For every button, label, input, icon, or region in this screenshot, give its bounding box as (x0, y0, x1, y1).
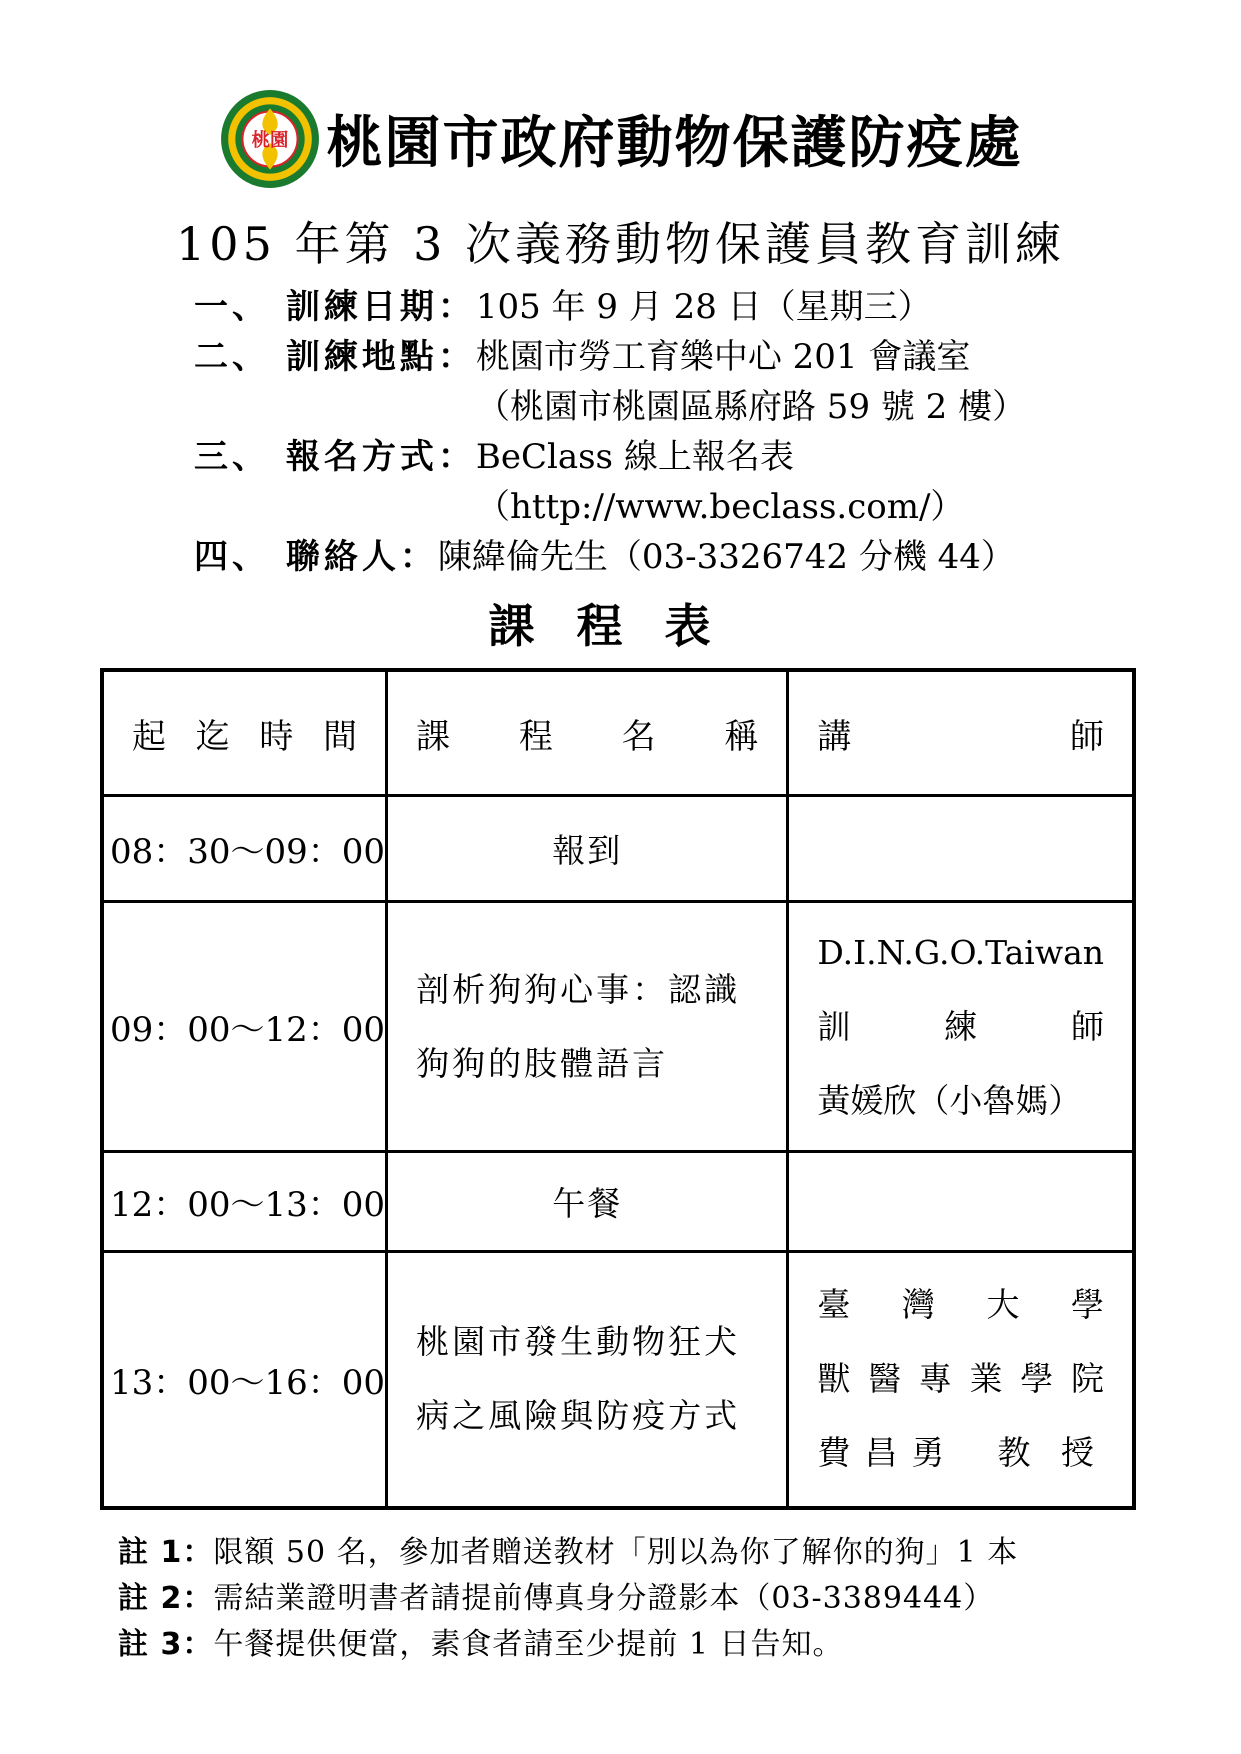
lecturer-name: 費昌勇 (817, 1433, 959, 1473)
table-row (102, 1152, 1134, 1252)
note-label: 註 1： (118, 1535, 214, 1570)
header-course (387, 670, 788, 796)
note-text: 限額 50 名，參加者贈送教材「別以為你了解你的狗」1 本 (213, 1535, 1019, 1570)
table-row (102, 902, 1134, 1152)
lecturer-title (817, 990, 1104, 1064)
lecturer-org-char: 學 (1071, 1285, 1104, 1325)
event-info (194, 282, 1026, 582)
lecturer-name: 黃媛欣（小魯媽） (817, 1080, 1082, 1120)
info-contact-value: 陳緯倫先生（03-3326742 分機 44） (437, 537, 1015, 577)
lecturer-title-char: 練 (944, 1006, 978, 1046)
header-time-char: 時 (259, 716, 294, 757)
info-registration (194, 432, 1026, 482)
lecturer-university (817, 1268, 1104, 1342)
header-lecturer (788, 670, 1134, 796)
schedule-table (100, 668, 1136, 1510)
schedule-title: 課程表 (488, 599, 753, 653)
time-cell: 09：00～12：00 (102, 902, 387, 1152)
lecturer-cell (788, 902, 1134, 1152)
info-location-value: 桃園市勞工育樂中心 201 會議室 (475, 337, 971, 377)
header-time-char: 迄 (195, 716, 230, 757)
time-cell: 12：00～13：00 (102, 1152, 387, 1252)
course-line: 桃園市發生動物狂犬 (416, 1322, 741, 1362)
lecturer-org-char: 學 (1020, 1359, 1054, 1399)
organization-logo (219, 88, 321, 190)
info-date (194, 282, 1026, 332)
table-row (102, 1252, 1134, 1508)
course-cell (387, 1252, 788, 1508)
lecturer-cell (788, 796, 1134, 902)
course-cell: 報到 (387, 796, 788, 902)
note-text: 午餐提供便當，素食者請至少提前 1 日告知。 (213, 1627, 844, 1662)
info-location-label: 二、 訓練地點： (194, 337, 476, 377)
lecturer-org-char: 臺 (817, 1285, 851, 1325)
lecturer-org-char: 灣 (901, 1285, 935, 1325)
note-item (118, 1530, 1018, 1576)
header-course-char: 名 (621, 716, 656, 757)
header-course-char: 稱 (724, 716, 759, 757)
header-course-char: 課 (416, 716, 451, 757)
lecturer-org-char: 獸 (817, 1359, 851, 1399)
lecturer-org-char: 大 (986, 1285, 1020, 1325)
event-title: 105 年第 3 次義務動物保護員教育訓練 (176, 217, 1065, 271)
info-date-label: 一、 訓練日期： (194, 287, 476, 327)
lecturer-title-char: 師 (1071, 1006, 1104, 1046)
lecturer-org-char: 業 (969, 1359, 1003, 1399)
lecturer-title-char: 訓 (817, 1006, 851, 1046)
info-registration-value: BeClass 線上報名表 (475, 437, 794, 477)
logo-text: 桃園 (251, 130, 288, 152)
info-contact-label: 四、 聯絡人： (194, 537, 438, 577)
course-line: 病之風險與防疫方式 (416, 1396, 741, 1436)
header-lecturer-char: 師 (1070, 716, 1104, 757)
lecturer-cell (788, 1152, 1134, 1252)
info-contact (194, 532, 1026, 582)
lecturer-org-char: 醫 (868, 1359, 902, 1399)
course-cell (387, 902, 788, 1152)
info-location (194, 332, 1026, 382)
time-cell: 13：00～16：00 (102, 1252, 387, 1508)
lecturer-title: 教 授 (997, 1433, 1104, 1473)
course-line: 狗狗的肢體語言 (416, 1043, 669, 1083)
info-date-value: 105 年 9 月 28 日（星期三） (475, 287, 932, 327)
note-item (118, 1576, 1018, 1622)
note-item (118, 1622, 1018, 1668)
header-time-char: 起 (132, 716, 166, 757)
info-registration-label: 三、 報名方式： (194, 437, 476, 477)
header-lecturer-char: 講 (817, 716, 852, 757)
table-row (102, 796, 1134, 902)
notes (118, 1530, 1018, 1668)
lecturer-cell (788, 1252, 1134, 1508)
lecturer-organization: D.I.N.G.O.Taiwan (817, 932, 1104, 972)
note-label: 註 3： (118, 1627, 214, 1662)
note-label: 註 2： (118, 1581, 214, 1616)
page-header (0, 88, 1241, 190)
time-cell: 08：30～09：00 (102, 796, 387, 902)
header-course-char: 程 (518, 716, 553, 757)
info-registration-url[interactable]: （http://www.beclass.com/） (476, 487, 965, 527)
note-text: 需結業證明書者請提前傳真身分證影本（03-3389444） (213, 1581, 995, 1616)
table-header-row (102, 670, 1134, 796)
header-time (102, 670, 387, 796)
lecturer-school (817, 1342, 1104, 1416)
course-cell: 午餐 (387, 1152, 788, 1252)
info-location-address: （桃園市桃園區縣府路 59 號 2 樓） (476, 387, 1027, 427)
course-line: 剖析狗狗心事：認識 (416, 969, 741, 1009)
organization-title: 桃園市政府動物保護防疫處 (326, 111, 1023, 176)
lecturer-name-row (817, 1416, 1104, 1490)
header-time-char: 間 (323, 716, 358, 757)
lecturer-org-char: 院 (1070, 1359, 1104, 1399)
lecturer-org-char: 專 (918, 1359, 952, 1399)
